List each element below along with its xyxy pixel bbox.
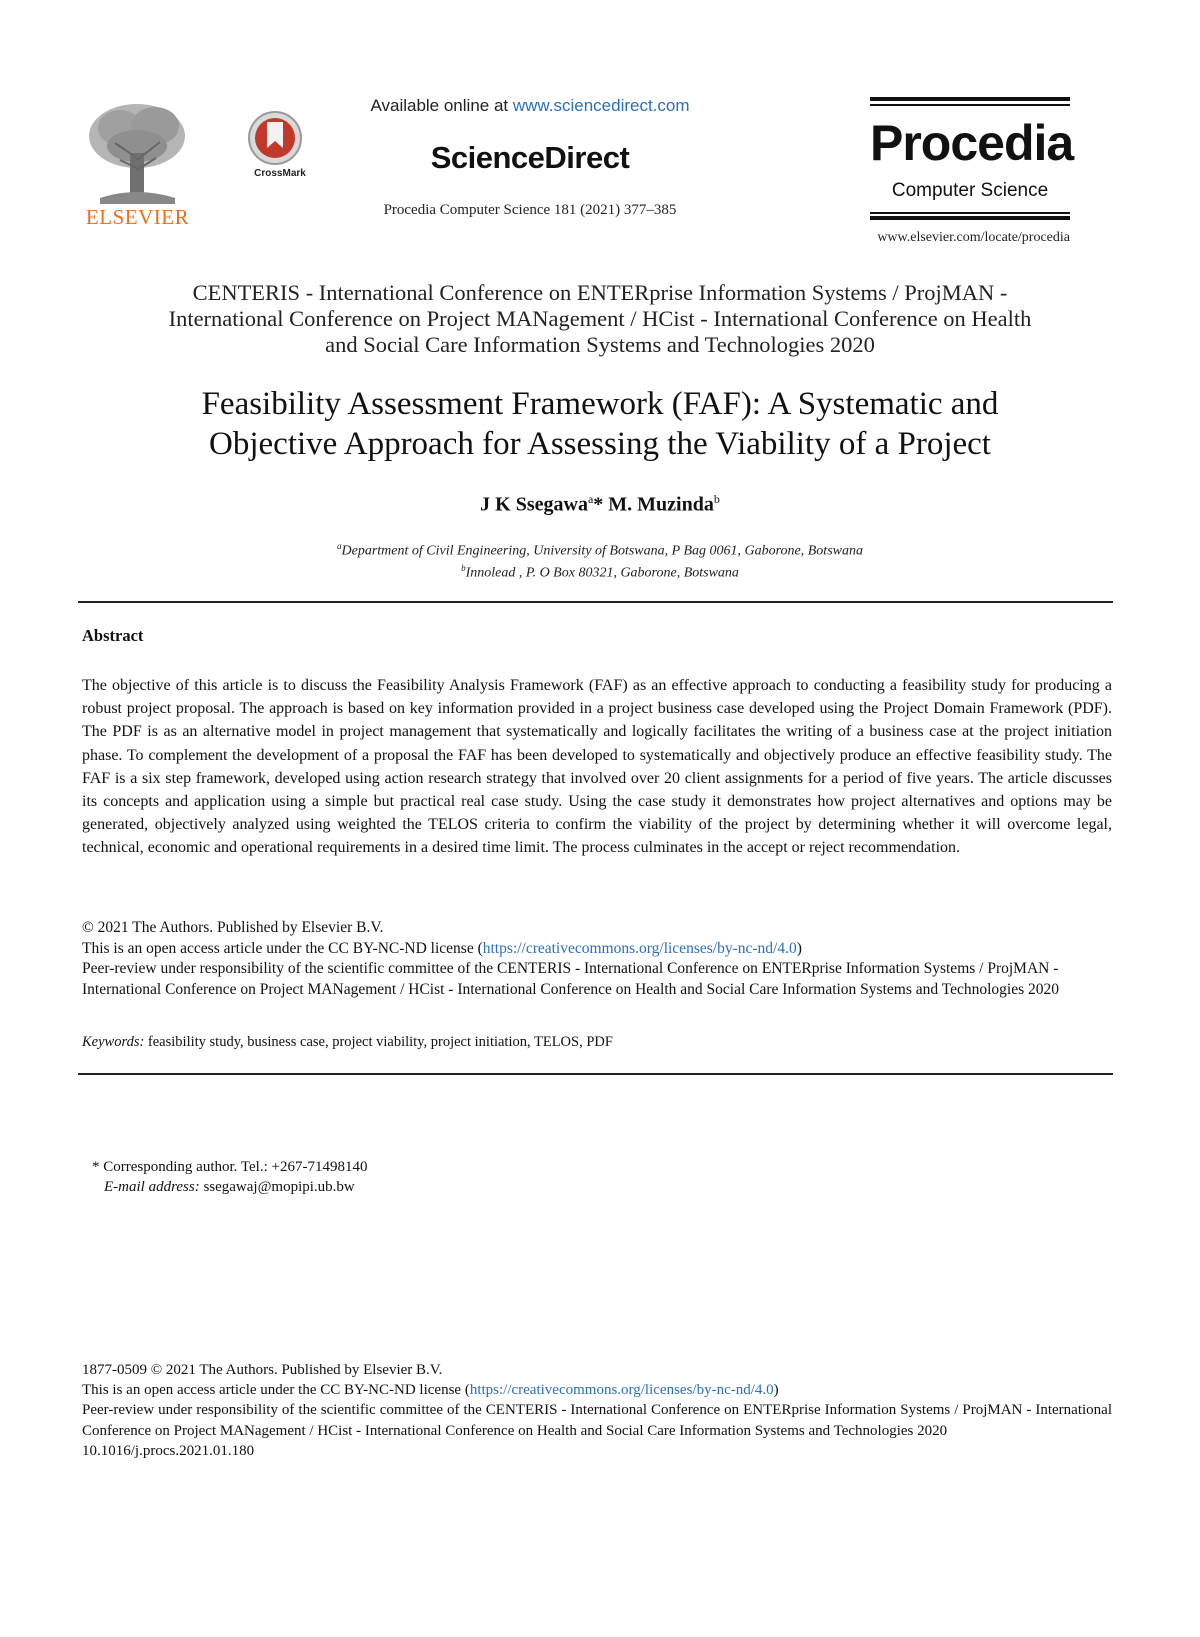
footer-license-suffix: )	[773, 1382, 779, 1399]
affiliation-a-text: Department of Civil Engineering, University of Botswana, P Bag 0061, Gaborone, Botswana	[341, 543, 863, 559]
affiliation-a	[80, 541, 1120, 560]
footer-peer-review: Peer-review under responsibility of the scientific committee of the CENTERIS - International Conference on ENTERprise Information Systems / ProjMAN - International Conference on Project MANagement / HCist - International Conference on Health and Social Care Information Systems and Technologies 2020	[82, 1402, 1112, 1439]
affiliation-a-mark: a	[337, 541, 342, 551]
affiliation-b-text: Innolead , P. O Box 80321, Gaborone, Botswana	[465, 565, 739, 581]
copyright-line: © 2021 The Authors. Published by Elsevier B.V.	[82, 919, 384, 936]
divider-bottom	[78, 1073, 1113, 1075]
affiliation-b	[80, 563, 1120, 582]
procedia-rule-top	[870, 97, 1070, 101]
conference-line-2: International Conference on Project MANagement / HCist - International Conference on Health	[168, 306, 1032, 331]
crossmark-label: CrossMark	[254, 168, 306, 179]
license-line	[82, 939, 1112, 960]
license-suffix: )	[796, 939, 802, 957]
abstract-body: The objective of this article is to discuss the Feasibility Analysis Framework (FAF) as an effective approach to conducting a feasibility study for producing a robust project proposal. The approach is based on key information provided in a project business case developed using the Project Domain Framework (PDF). The PDF is as an alternative model in project management that systematically and logically facilitates the writing of a business case at the project initiation phase. To complement the development of a proposal the FAF has been developed to systematically and objectively produce an effective feasibility study. The FAF is a six step framework, developed using action research strategy that involved over 20 client assignments for a period of five years. The article discusses its concepts and application using a simple but practical real case study. Using the case study it demonstrates how project alternatives and options may be generated, objectively analyzed using weighted the TELOS criteria to confirm the viability of the project by determining whether it will overcome legal, technical, economic and operational requirements in a desired time limit. The process culminates in the accept or reject recommendation.	[82, 677, 1112, 857]
author-1: J K Ssegawa	[480, 493, 588, 516]
paper-title-line-1: Feasibility Assessment Framework (FAF): A Systematic and	[201, 386, 999, 422]
footer-license-line	[82, 1380, 1112, 1400]
author-2: * M. Muzinda	[593, 493, 714, 516]
author-1-affil-mark: a	[587, 492, 594, 506]
available-prefix: Available online at	[370, 96, 513, 115]
conference-line-1: CENTERIS - International Conference on ENTERprise Information Systems / ProjMAN -	[192, 280, 1008, 305]
email-line	[92, 1177, 367, 1197]
sciencedirect-link[interactable]: www.sciencedirect.com	[512, 96, 690, 115]
conference-name	[80, 280, 1120, 358]
rights-block	[82, 918, 1112, 1000]
page-footer	[82, 1360, 1112, 1461]
paper-title	[80, 384, 1120, 464]
authors	[80, 492, 1120, 517]
available-online	[340, 96, 720, 116]
corresponding-author	[92, 1157, 367, 1197]
email-address[interactable]: ssegawaj@mopipi.ub.bw	[199, 1179, 355, 1195]
footer-license-link[interactable]: https://creativecommons.org/licenses/by-nc-nd/4.0	[469, 1382, 774, 1399]
procedia-title: Procedia	[870, 115, 1074, 171]
sciencedirect-wordmark: ScienceDirect	[430, 140, 630, 175]
email-label: E-mail address:	[104, 1179, 200, 1195]
procedia-url[interactable]: www.elsevier.com/locate/procedia	[877, 230, 1070, 245]
author-2-affil-mark: b	[713, 492, 720, 506]
keywords-label: Keywords:	[82, 1034, 145, 1050]
paper-title-line-2: Objective Approach for Assessing the Viability of a Project	[209, 426, 991, 462]
procedia-rule-top-thin	[870, 104, 1070, 106]
peer-review-line: Peer-review under responsibility of the scientific committee of the CENTERIS - International Conference on ENTERprise Information Systems / ProjMAN - International Conference on Project MANagement / HCist - International Conference on Health and Social Care Information Systems and Technologies 2020	[82, 960, 1060, 998]
procedia-rule-bottom-thin	[870, 212, 1070, 214]
license-link[interactable]: https://creativecommons.org/licenses/by-nc-nd/4.0	[482, 939, 797, 957]
elsevier-wordmark: ELSEVIER	[85, 205, 190, 229]
conference-line-3: and Social Care Information Systems and Technologies 2020	[325, 332, 875, 357]
divider-top	[78, 601, 1113, 603]
keywords	[82, 1034, 613, 1051]
license-prefix: This is an open access article under the CC BY-NC-ND license (	[82, 939, 483, 957]
corresponding-line: * Corresponding author. Tel.: +267-71498140	[92, 1159, 368, 1175]
issn-line: 1877-0509 © 2021 The Authors. Published by Elsevier B.V.	[82, 1362, 443, 1378]
doi-line[interactable]: 10.1016/j.procs.2021.01.180	[82, 1442, 255, 1459]
affiliation-b-mark: b	[461, 563, 466, 573]
procedia-rule-bottom	[870, 216, 1070, 220]
procedia-subtitle: Computer Science	[891, 180, 1049, 201]
journal-reference: Procedia Computer Science 181 (2021) 377–385	[383, 202, 677, 218]
abstract-heading: Abstract	[82, 626, 144, 645]
footer-license-prefix: This is an open access article under the CC BY-NC-ND license (	[82, 1382, 470, 1399]
keywords-text: feasibility study, business case, project viability, project initiation, TELOS, PDF	[144, 1034, 613, 1050]
